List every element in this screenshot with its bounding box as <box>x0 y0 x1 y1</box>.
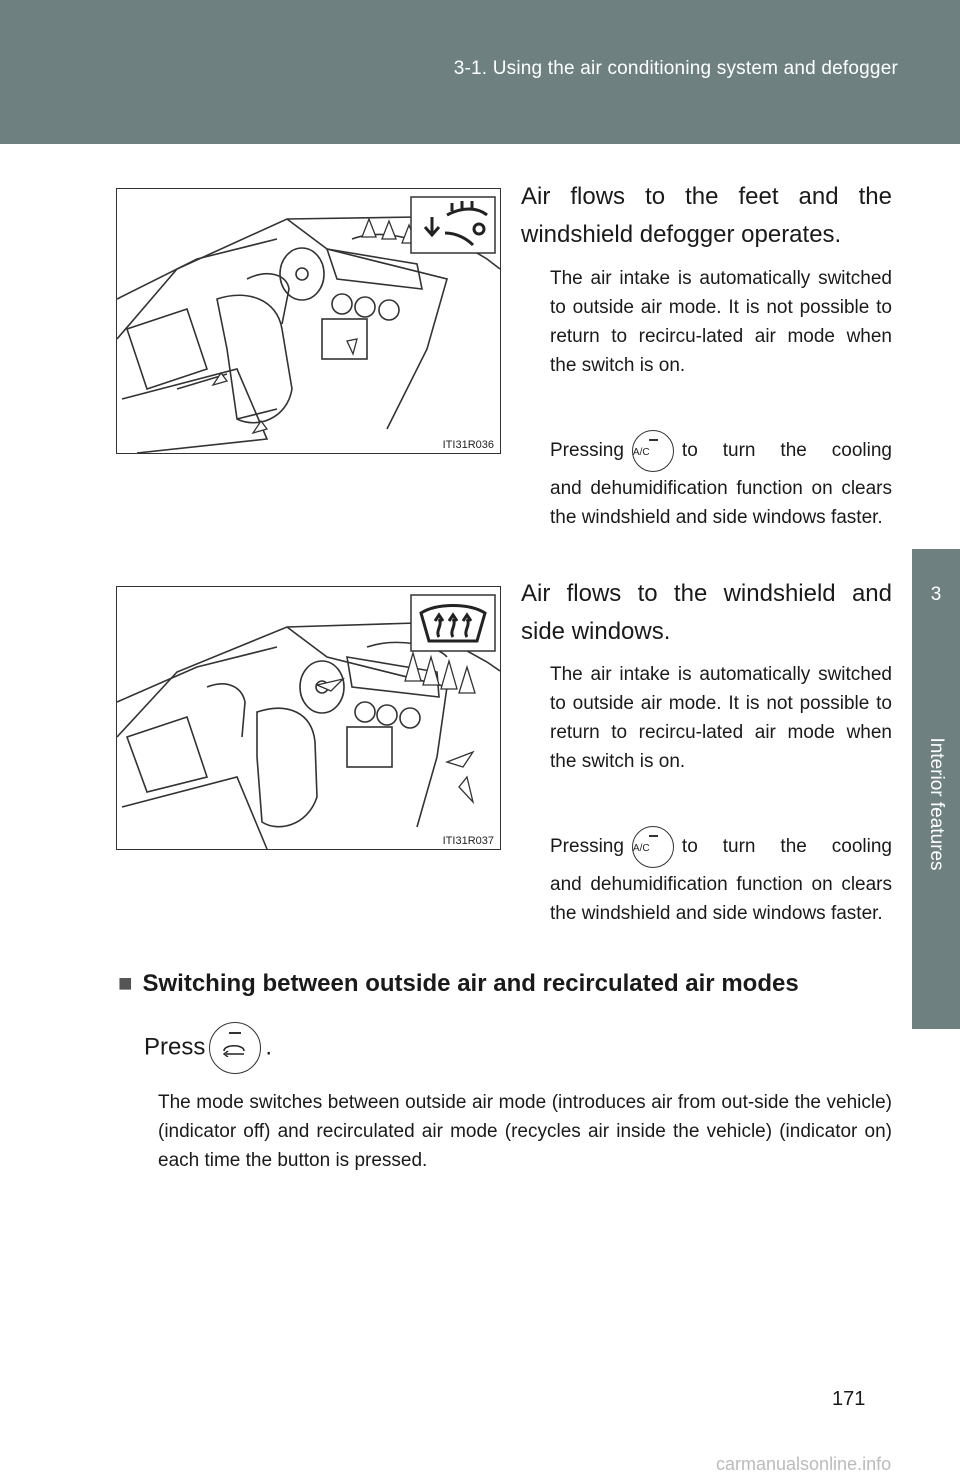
indicator-dash <box>229 1032 241 1034</box>
chapter-number: 3 <box>930 584 942 605</box>
ac-button[interactable] <box>632 430 674 472</box>
pressing-rest: and dehumidification function on clears the windshield and side windows faster. <box>550 478 892 528</box>
mode-description: The mode switches between outside air mode (introduces air from out-side the vehicle) (indicator off) and recirculated air mode (recycles air inside the vehicle) (indicator on) each time the button is pressed. <box>158 1092 892 1171</box>
page-number: 171 <box>832 1388 866 1410</box>
car-interior-illustration <box>117 587 500 849</box>
block-2-intake-note: The air intake is automatically switched to outside air mode. It is not possible to return to recircu-lated air mode when the switch is on. <box>550 664 892 772</box>
side-tab-spacer <box>912 144 960 549</box>
ac-button-label: A/C <box>632 842 650 854</box>
section-heading-text: Switching between outside air and recirculated air modes <box>142 970 799 997</box>
pressing-suffix: to turn the cooling <box>681 836 892 857</box>
chapter-label: Interior features <box>926 737 947 871</box>
block-1-heading: Air flows to the feet and the windshield defogger operates. <box>521 183 892 248</box>
chapter-side-tab <box>912 144 960 1484</box>
figure-windshield-defog <box>116 586 501 850</box>
car-interior-illustration <box>117 189 500 453</box>
page-header-band <box>0 0 960 144</box>
press-suffix: . <box>265 1033 273 1061</box>
pressing-prefix: Pressing <box>550 836 624 857</box>
watermark: carmanualsonline.info <box>716 1454 892 1474</box>
figure-code: ITI31R037 <box>442 835 494 847</box>
figure-feet-defog <box>116 188 501 454</box>
block-2-pressing-note <box>550 824 892 928</box>
square-bullet-icon: ■ <box>118 970 133 997</box>
pressing-rest: and dehumidification function on clears the windshield and side windows faster. <box>550 874 892 924</box>
pressing-prefix: Pressing <box>550 440 624 461</box>
block-1-pressing-note <box>550 428 892 532</box>
ac-button[interactable] <box>632 826 674 868</box>
indicator-dash <box>649 439 658 441</box>
block-1-intake-note: The air intake is automatically switched to outside air mode. It is not possible to return to recircu-lated air mode when the switch is on. <box>550 268 892 376</box>
ac-button-label: A/C <box>632 446 650 458</box>
block-2-heading: Air flows to the windshield and side windows. <box>521 580 892 645</box>
press-prefix: Press <box>144 1033 206 1061</box>
pressing-suffix: to turn the cooling <box>681 440 892 461</box>
indicator-dash <box>649 835 658 837</box>
section-title: 3-1. Using the air conditioning system and defogger <box>453 58 898 79</box>
section-heading <box>118 970 878 998</box>
recirculation-icon <box>222 1041 248 1057</box>
recirculation-button[interactable] <box>209 1022 261 1074</box>
press-instruction <box>144 1022 272 1074</box>
figure-code: ITI31R036 <box>442 439 494 451</box>
